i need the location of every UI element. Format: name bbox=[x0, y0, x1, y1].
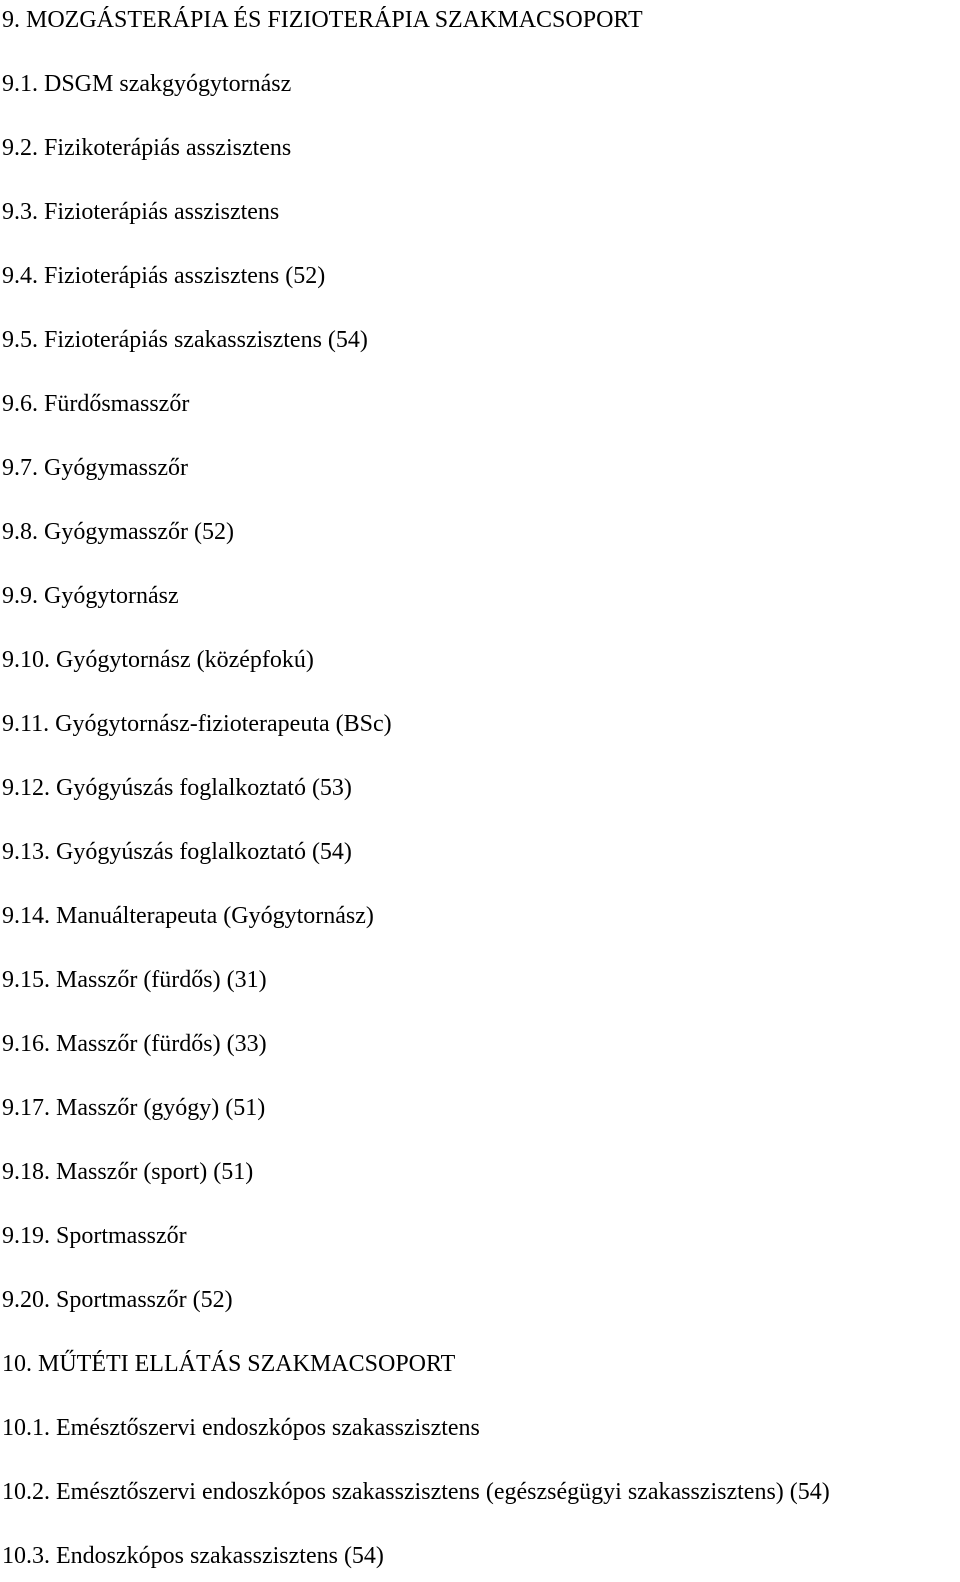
list-item: 9.20. Sportmasszőr (52) bbox=[2, 1287, 233, 1313]
list-item: 9.15. Masszőr (fürdős) (31) bbox=[2, 967, 267, 993]
list-item: 9.9. Gyógytornász bbox=[2, 583, 179, 609]
list-item: 9.16. Masszőr (fürdős) (33) bbox=[2, 1031, 267, 1057]
list-item: 9.1. DSGM szakgyógytornász bbox=[2, 71, 292, 97]
list-item: 9.11. Gyógytornász-fizioterapeuta (BSc) bbox=[2, 711, 392, 737]
list-item: 9.6. Fürdősmasszőr bbox=[2, 391, 190, 417]
list-item: 9.12. Gyógyúszás foglalkoztató (53) bbox=[2, 775, 352, 801]
list-item: 9.19. Sportmasszőr bbox=[2, 1223, 187, 1249]
list-item: 9.4. Fizioterápiás asszisztens (52) bbox=[2, 263, 326, 289]
list-item: 9.13. Gyógyúszás foglalkoztató (54) bbox=[2, 839, 352, 865]
list-item: 10.1. Emésztőszervi endoszkópos szakasszisztens bbox=[2, 1415, 480, 1441]
list-item: 9.5. Fizioterápiás szakasszisztens (54) bbox=[2, 327, 368, 353]
list-item: 9.18. Masszőr (sport) (51) bbox=[2, 1159, 254, 1185]
list-item: 9.17. Masszőr (gyógy) (51) bbox=[2, 1095, 266, 1121]
list-item: 9.10. Gyógytornász (középfokú) bbox=[2, 647, 314, 673]
list-item: 10.2. Emésztőszervi endoszkópos szakasszisztens (egészségügyi szakasszisztens) (54) bbox=[2, 1479, 830, 1505]
section-heading-9: 9. MOZGÁSTERÁPIA ÉS FIZIOTERÁPIA SZAKMACSOPORT bbox=[2, 7, 643, 33]
list-item: 9.14. Manuálterapeuta (Gyógytornász) bbox=[2, 903, 374, 929]
list-item: 9.7. Gyógymasszőr bbox=[2, 455, 188, 481]
list-item: 9.8. Gyógymasszőr (52) bbox=[2, 519, 234, 545]
section-heading-10: 10. MŰTÉTI ELLÁTÁS SZAKMACSOPORT bbox=[2, 1351, 456, 1377]
list-item: 9.2. Fizikoterápiás asszisztens bbox=[2, 135, 292, 161]
list-item: 10.3. Endoszkópos szakasszisztens (54) bbox=[2, 1543, 384, 1569]
list-item: 9.3. Fizioterápiás asszisztens bbox=[2, 199, 280, 225]
